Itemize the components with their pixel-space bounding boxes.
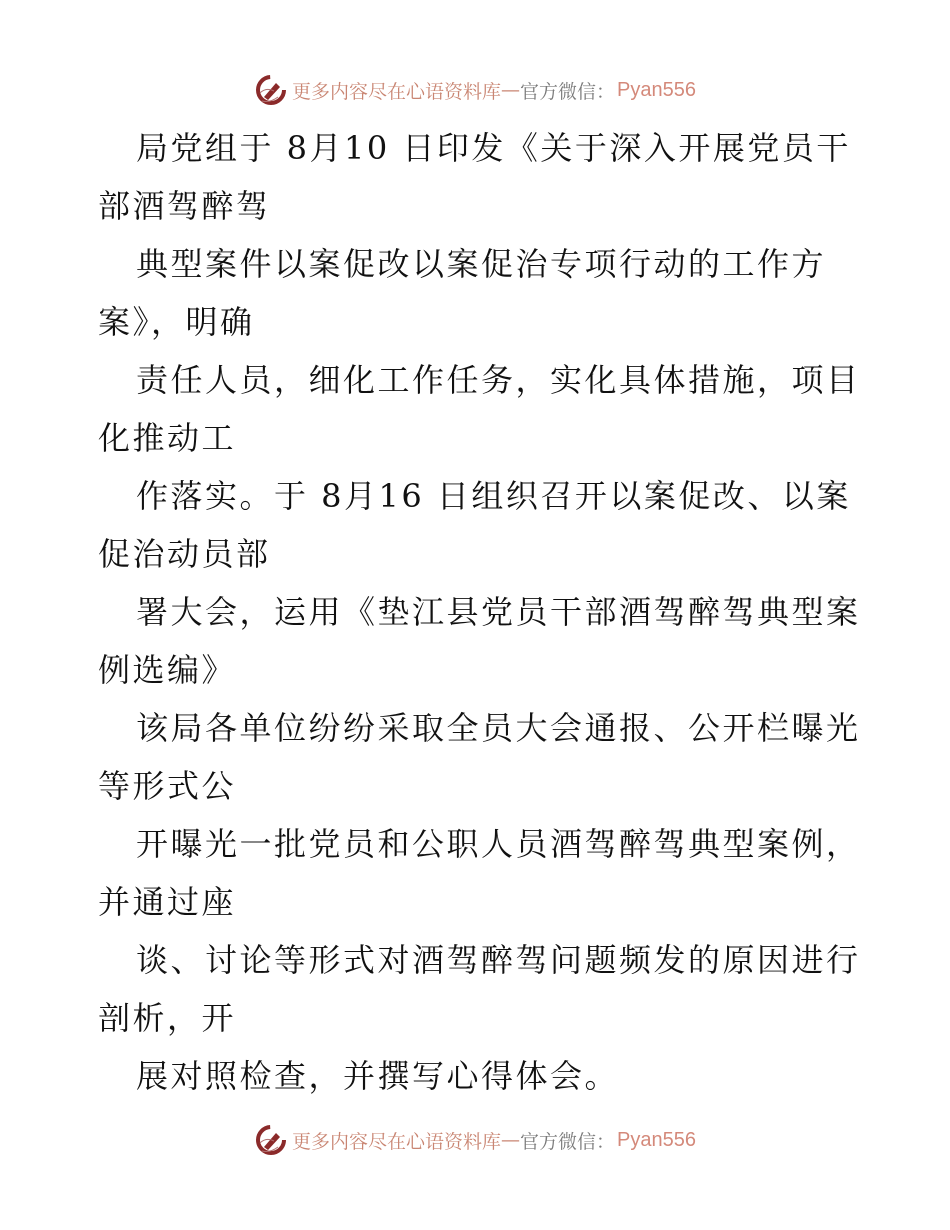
paragraph-line: 局党组于 8月10 日印发《关于深入开展党员干 bbox=[136, 129, 851, 167]
header-banner bbox=[0, 72, 950, 108]
banner-wechat-label: 官方微信： bbox=[520, 1130, 616, 1153]
paragraph-line: 典型案件以案促改以案促治专项行动的工作方 bbox=[136, 245, 827, 283]
paragraph-line: 该局各单位纷纷采取全员大会通报、公开栏曝光 bbox=[136, 709, 861, 747]
paragraph-line: 等形式公 bbox=[98, 767, 237, 805]
banner-wechat-label: 官方微信： bbox=[520, 80, 616, 103]
paragraph-line: 促治动员部 bbox=[98, 535, 271, 573]
paragraph-line: 剖析，开 bbox=[98, 999, 237, 1037]
paragraph-line: 开曝光一批党员和公职人员酒驾醉驾典型案例， bbox=[136, 825, 861, 863]
paragraph-line: 并通过座 bbox=[98, 883, 237, 921]
banner-wechat-id: Pyan556 bbox=[617, 78, 696, 101]
paragraph-line: 例选编》 bbox=[98, 651, 237, 689]
paragraph-line: 化推动工 bbox=[98, 419, 237, 457]
paragraph-line: 署大会，运用《垫江县党员干部酒驾醉驾典型案 bbox=[136, 593, 861, 631]
banner-promo-text: 更多内容尽在心语资料库 bbox=[292, 1130, 502, 1153]
paragraph-line: 案》，明确 bbox=[98, 303, 255, 341]
banner-dash: — bbox=[501, 79, 521, 101]
paragraph-line: 作落实。于 8月16 日组织召开以案促改、以案 bbox=[136, 477, 851, 515]
footer-banner bbox=[0, 1122, 950, 1158]
pen-nib-circle-icon bbox=[254, 73, 288, 107]
paragraph-line: 展对照检查，并撰写心得体会。 bbox=[136, 1057, 620, 1095]
banner-wechat-id: Pyan556 bbox=[617, 1128, 696, 1151]
paragraph-line: 谈、讨论等形式对酒驾醉驾问题频发的原因进行 bbox=[136, 941, 861, 979]
paragraph-line: 责任人员，细化工作任务，实化具体措施，项目 bbox=[136, 361, 861, 399]
pen-nib-circle-icon bbox=[254, 1123, 288, 1157]
banner-dash: — bbox=[501, 1129, 521, 1151]
paragraph-line: 部酒驾醉驾 bbox=[98, 187, 271, 225]
banner-promo-text: 更多内容尽在心语资料库 bbox=[292, 80, 502, 103]
